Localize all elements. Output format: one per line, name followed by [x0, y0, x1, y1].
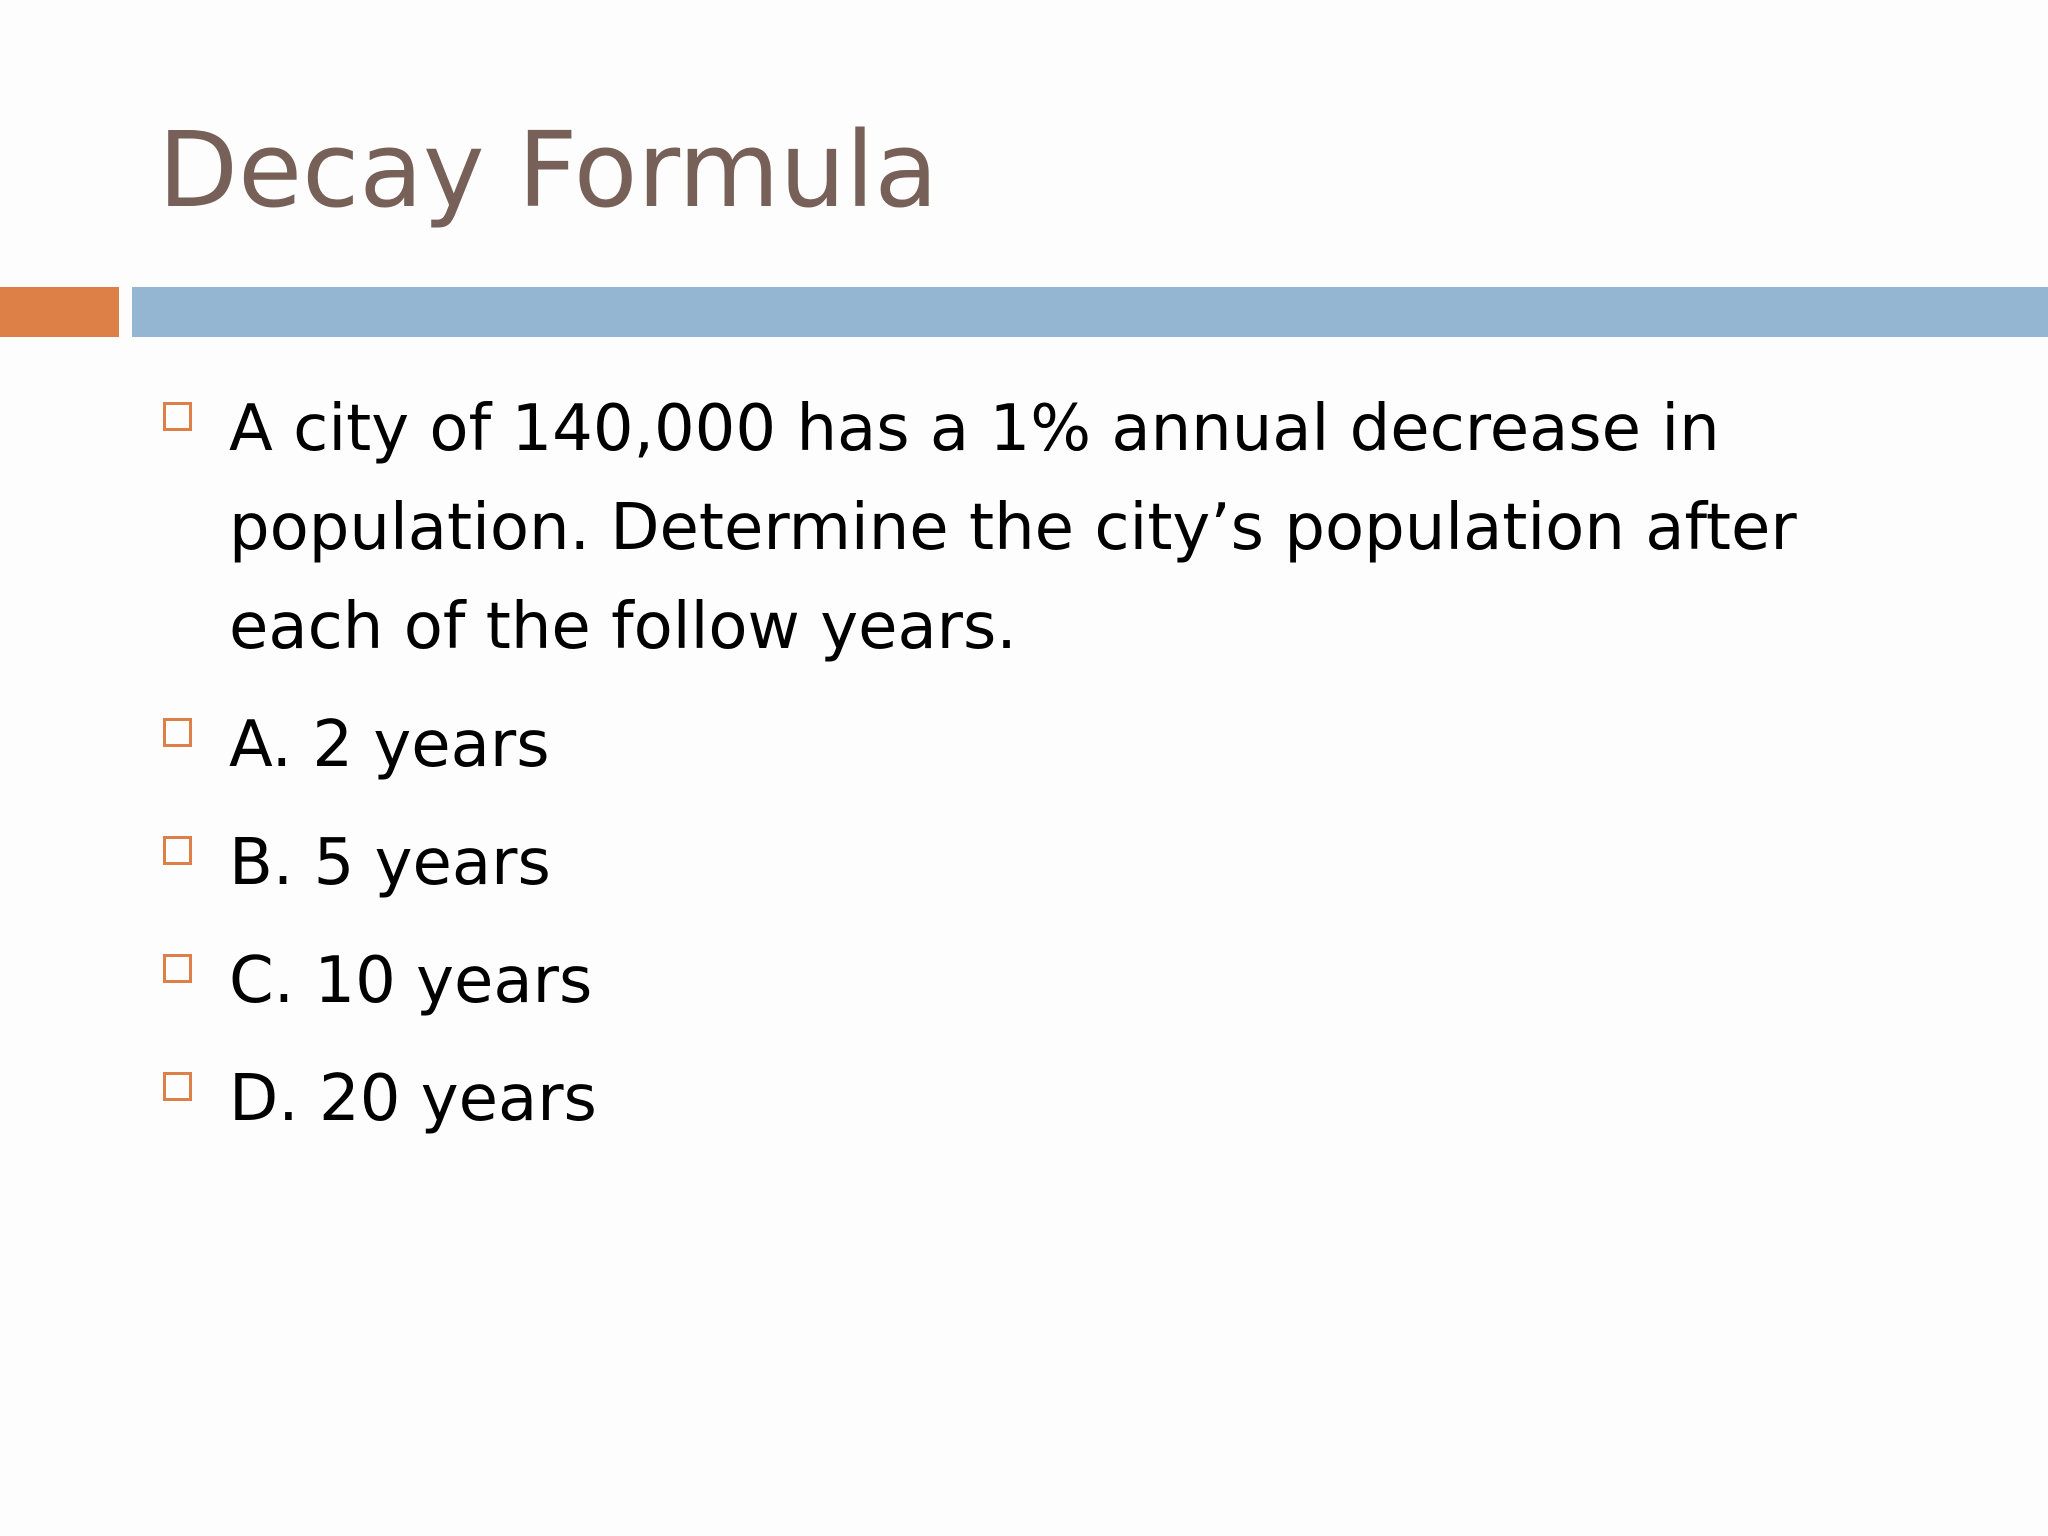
hollow-square-bullet-icon: [163, 1072, 192, 1101]
bullet-text: A. 2 years: [229, 708, 550, 782]
header-divider-bar: [132, 287, 2048, 337]
slide-title: Decay Formula: [158, 109, 939, 231]
hollow-square-bullet-icon: [163, 954, 192, 983]
bullet-text: B. 5 years: [229, 826, 551, 900]
bullet-item-a: [0, 696, 2048, 795]
bullet-text: A city of 140,000 has a 1% annual decrease in population. Determine the city’s population after each of the follow years.: [229, 392, 1797, 664]
hollow-square-bullet-icon: [163, 718, 192, 747]
bullet-item-problem: [0, 380, 2048, 677]
bullet-text: C. 10 years: [229, 944, 593, 1018]
bullet-item-b: [0, 814, 2048, 913]
bullet-text: D. 20 years: [229, 1062, 597, 1136]
bullet-item-c: [0, 932, 2048, 1031]
bullet-item-d: [0, 1050, 2048, 1149]
hollow-square-bullet-icon: [163, 402, 192, 431]
hollow-square-bullet-icon: [163, 836, 192, 865]
accent-bar: [0, 287, 119, 337]
bullet-list: [0, 380, 2048, 1168]
